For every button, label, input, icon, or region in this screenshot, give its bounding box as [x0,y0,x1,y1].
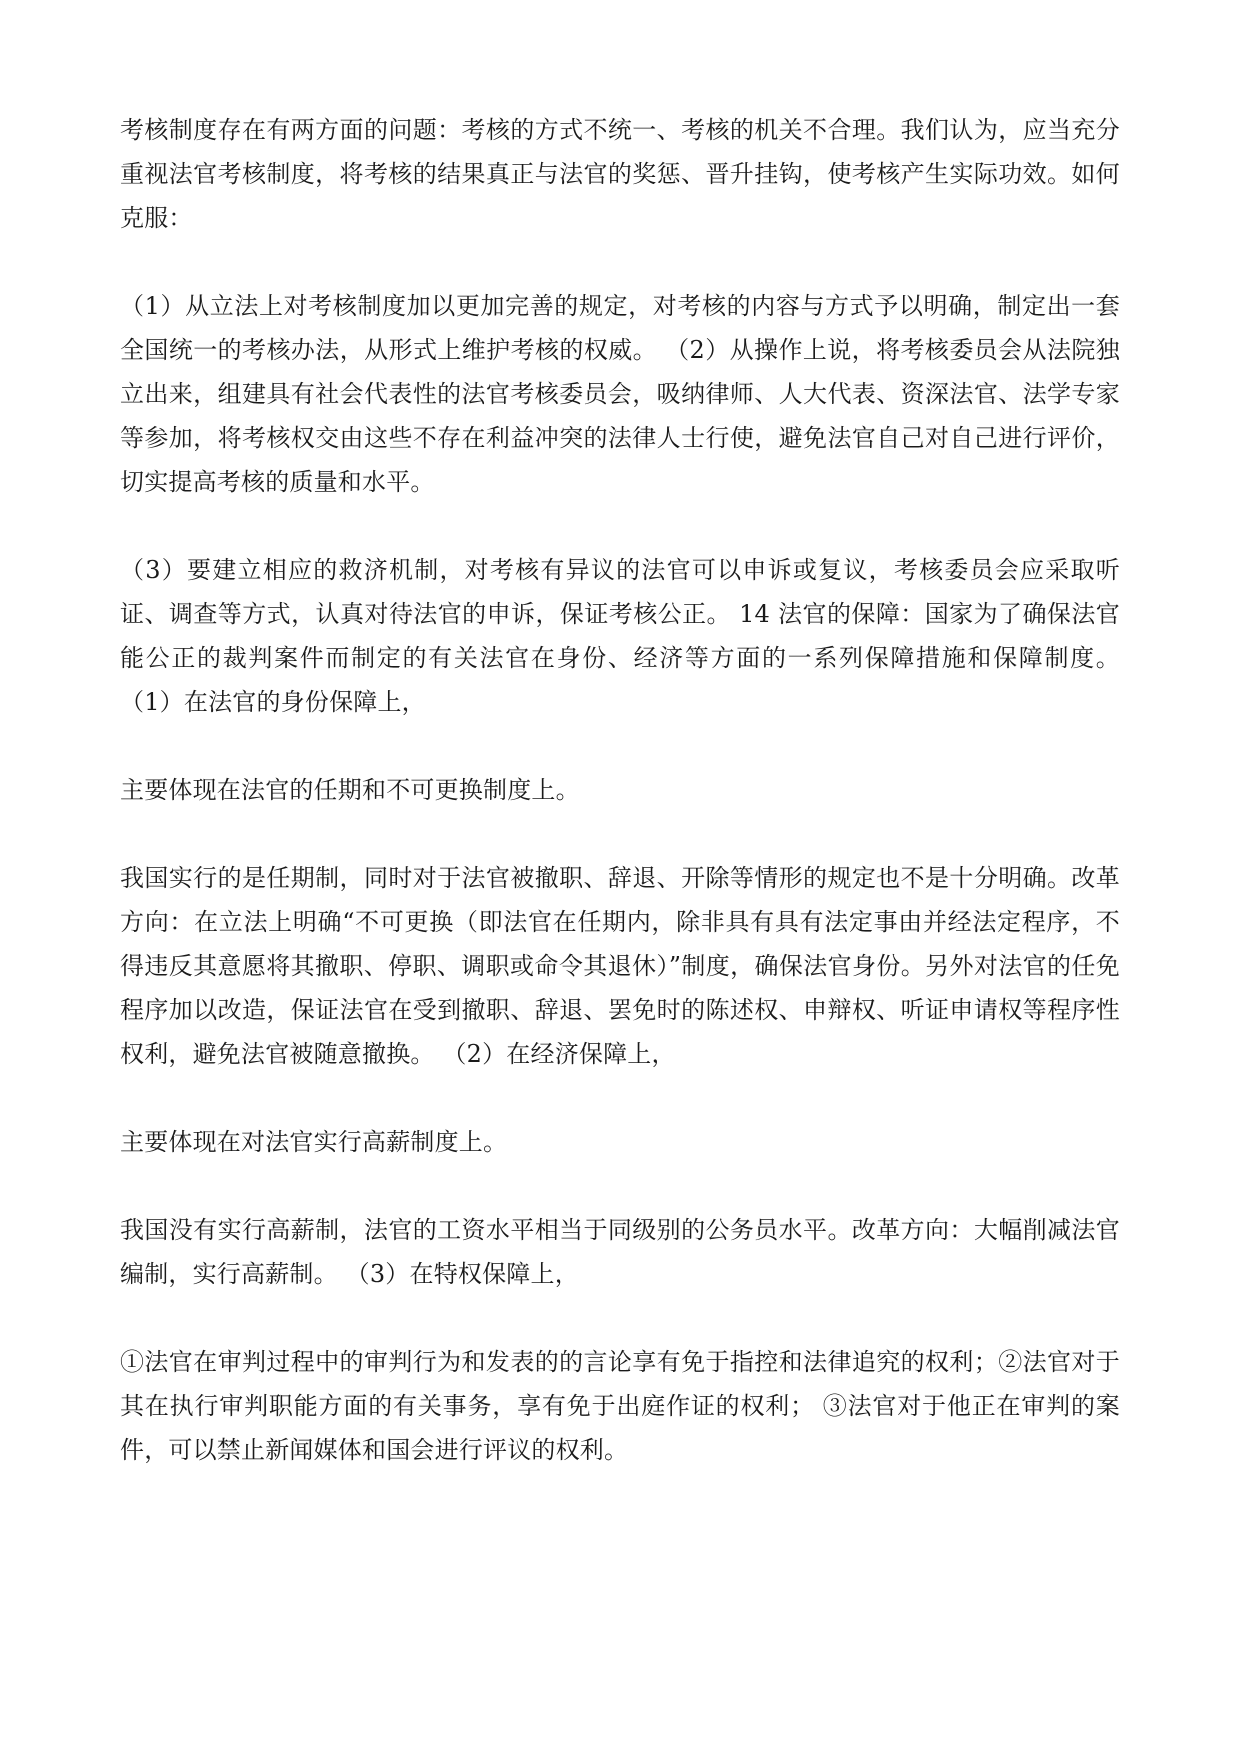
paragraph-spacer [120,1076,1120,1120]
paragraph-tenure-reform: 我国实行的是任期制，同时对于法官被撤职、辞退、开除等情形的规定也不是十分明确。改革方向：在立法上明确“不可更换（即法官在任期内，除非具有具有法定事由并经法定程序，不得违反其意愿将其撤职、停职、调职或命令其退休）”制度，确保法官身份。另外对法官的任免程序加以改造，保证法官在受到撤职、辞退、罢免时的陈述权、申辩权、听证申请权等程序性权利，避免法官被随意撤换。 （2）在经济保障上， [120,864,1120,1068]
paragraph-salary-summary: 主要体现在对法官实行高薪制度上。 [120,1128,508,1156]
paragraph-spacer [120,812,1120,856]
paragraph-remedies-1-2: （1）从立法上对考核制度加以更加完善的规定，对考核的内容与方式予以明确，制定出一套全国统一的考核办法，从形式上维护考核的权威。 （2）从操作上说，将考核委员会从法院独立出来，组建具有社会代表性的法官考核委员会，吸纳律师、人大代表、资深法官、法学专家等参加，将考核权交由这些不存在利益冲突的法律人士行使，避免法官自己对自己进行评价，切实提高考核的质量和水平。 [120,292,1120,496]
document-body [120,108,1120,1472]
paragraph-spacer [120,1296,1120,1340]
paragraph-spacer [120,240,1120,284]
paragraph-tenure-summary: 主要体现在法官的任期和不可更换制度上。 [120,776,580,804]
paragraph-spacer [120,1164,1120,1208]
paragraph-spacer [120,504,1120,548]
paragraph-privileges: ①法官在审判过程中的审判行为和发表的的言论享有免于指控和法律追究的权利；②法官对于其在执行审判职能方面的有关事务，享有免于出庭作证的权利； ③法官对于他正在审判的案件，可以禁止新闻媒体和国会进行评议的权利。 [120,1348,1120,1464]
paragraph-remedy-3-and-guarantees: （3）要建立相应的救济机制，对考核有异议的法官可以申诉或复议，考核委员会应采取听证、调查等方式，认真对待法官的申诉，保证考核公正。 14 法官的保障：国家为了确保法官能公正的裁判案件而制定的有关法官在身份、经济等方面的一系列保障措施和保障制度。 （1）在法官的身份保障上， [120,556,1120,716]
paragraph-salary-reform: 我国没有实行高薪制，法官的工资水平相当于同级别的公务员水平。改革方向：大幅削减法官编制，实行高薪制。 （3）在特权保障上， [120,1216,1120,1288]
paragraph-spacer [120,724,1120,768]
paragraph-assessment-problems: 考核制度存在有两方面的问题：考核的方式不统一、考核的机关不合理。我们认为，应当充分重视法官考核制度，将考核的结果真正与法官的奖惩、晋升挂钩，使考核产生实际功效。如何克服： [120,116,1120,232]
